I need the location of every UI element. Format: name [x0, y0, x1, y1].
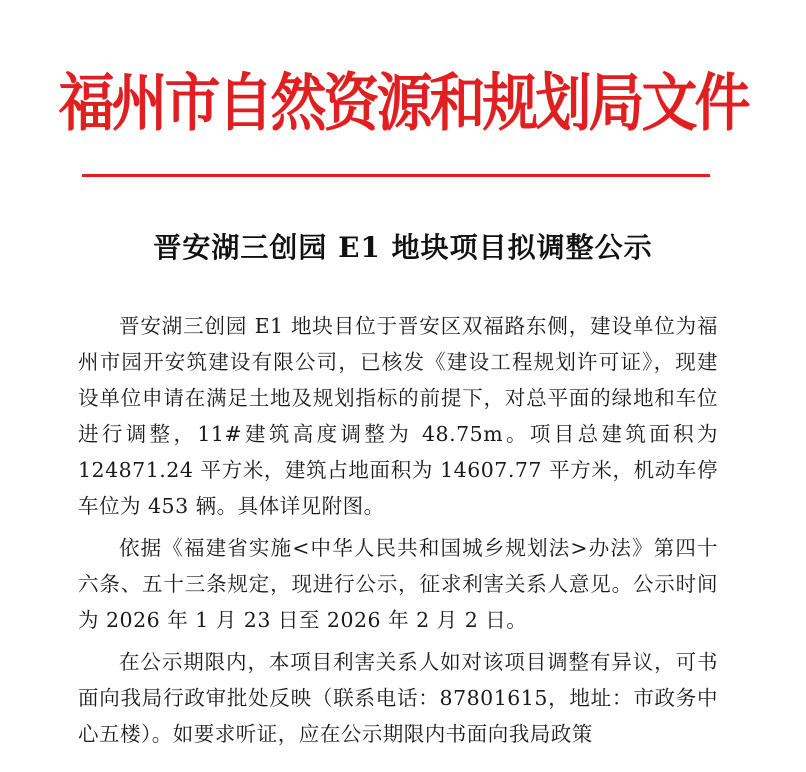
paragraph-objection-procedure: 在公示期限内，本项目利害关系人如对该项目调整有异议，可书面向我局行政审批处反映（联系电话：87801615，地址：市政务中心五楼）。如要求听证，应在公示期限内书面向我局政策	[78, 650, 718, 746]
header-red-rule	[82, 174, 710, 177]
paragraph-project-info: 晋安湖三创园 E1 地块目位于晋安区双福路东侧，建设单位为福州市园开安筑建设有限公司，已核发《建设工程规划许可证》，现建设单位申请在满足土地及规划指标的前提下，对总平面的绿地和车位进行调整，11#建筑高度调整为 48.75m。项目总建筑面积为 124871.24 平方米，建筑占地面积为 14607.77 平方米，机动车停车位为 453 辆。具体详见附图。	[78, 314, 718, 518]
paragraph-legal-basis: 依据《福建省实施<中华人民共和国城乡规划法>办法》第四十六条、五十三条规定，现进行公示，征求利害关系人意见。公示时间为 2026 年 1 月 23 日至 2026 年 2 月 2 日。	[78, 536, 718, 632]
document-body	[78, 308, 718, 758]
issuing-authority-header: 福州市自然资源和规划局文件	[58, 67, 748, 141]
document-title: 晋安湖三创园 E1 地块项目拟调整公示	[153, 231, 653, 264]
